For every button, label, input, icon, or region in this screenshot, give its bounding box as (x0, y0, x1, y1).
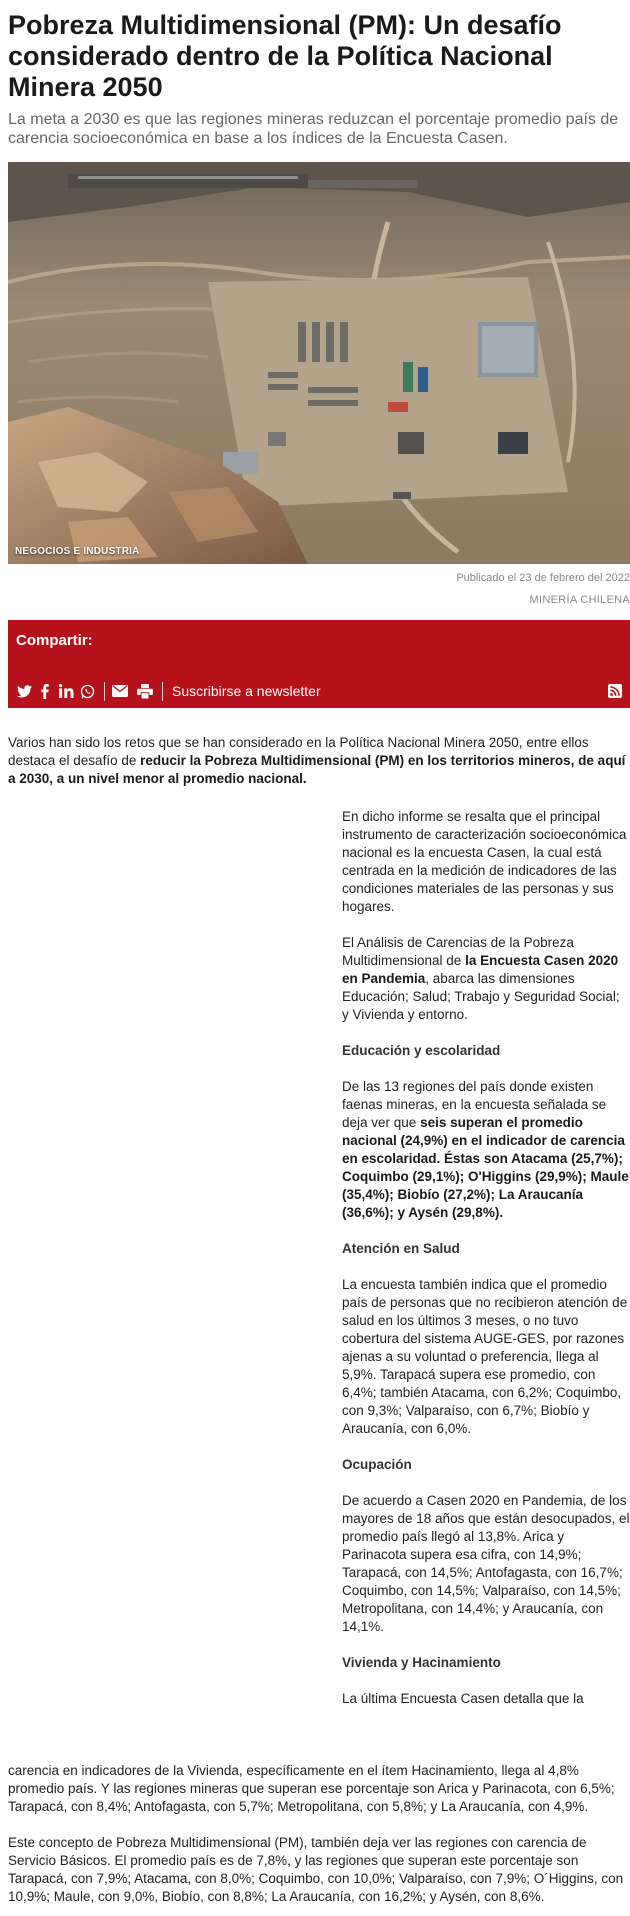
paragraph-ocupacion: De acuerdo a Casen 2020 en Pandemia, de los mayores de 18 años que están desocupados, el promedio país llegó al 13,8%. Arica y Parinacota supera esa cifra, con 14,9%; Tarapacá, con 14,5%; Antofagasta, con 16,7%; Coquimbo, con 14,5%; Valparaíso, con 14,5%; Metropolitana, con 14,4%; y Araucanía, con 14,1%. (342, 1493, 630, 1634)
email-icon[interactable] (112, 683, 128, 699)
image-category-tag: NEGOCIOS E INDUSTRIA (15, 546, 140, 557)
paragraph-informe: En dicho informe se resalta que el principal instrumento de caracterización socioeconómica nacional es la encuesta Casen, la cual está centrada en la medición de indicadores de las condiciones materiales de las personas y sus hogares. (342, 809, 627, 914)
rss-icon[interactable] (608, 684, 622, 698)
intro-highlight: reducir la Pobreza Multidimensional (PM) en los territorios mineros, de aquí a 2030, a un nivel menor al promedio nacional. (8, 753, 626, 786)
paragraph-vivienda-line1: La última Encuesta Casen detalla que la (342, 1691, 584, 1706)
share-actions (16, 681, 321, 701)
whatsapp-icon[interactable] (79, 683, 95, 699)
paragraph-servicios-basicos: Este concepto de Pobreza Multidimensional (PM), también deja ver las regiones con carencia de Servicio Básicos. El promedio país es de 7,8%, y las regiones que superan este porcentaje son Tarapacá, con 7,9%; Atacama, con 8,0%; Coquimbo, con 10,0%; Valparaíso, con 7,9%; O´Higgins, con 10,9%; Maule, con 9,0%, Biobío, con 8,8%; La Araucanía, con 16,2%; y Aysén, con 8,6%. (8, 1835, 624, 1904)
paragraph-vivienda: carencia en indicadores de la Vivienda, específicamente en el ítem Hacinamiento, llega al 4,8% promedio país. Y las regiones mineras que superan ese porcentaje son Arica y Parinacota, con 6,5%; Tarapacá, con 8,4%; Antofagasta, con 5,7%; Metropolitana, con 5,8%; y La Araucanía, con 4,9%. (8, 1763, 615, 1814)
article (8, 0, 630, 1904)
article-column (342, 808, 630, 1708)
educacion-highlight: seis superan el promedio nacional (24,9%) en el indicador de carencia en escolaridad. Éstas son Atacama (25,7%); Coquimbo (29,1%); O'Higgins (29,9%); Maule (35,4%); Biobío (27,2%); La Araucanía (36,6%); y Aysén (29,8%). (342, 1115, 629, 1220)
heading-vivienda: Vivienda y Hacinamiento (342, 1655, 501, 1670)
print-icon[interactable] (137, 683, 153, 699)
paragraph-salud: La encuesta también indica que el promedio país de personas que no recibieron atención de salud en los últimos 3 meses, o no tuvo cobertura del sistema AUGE-GES, por razones ajenas a su voluntad o preferencia, llega al 5,9%. Tarapacá supera ese promedio, con 6,4%; también Atacama, con 6,2%; Coquimbo, con 9,3%; Valparaíso, con 6,7%; Biobío y Araucanía, con 6,0%. (342, 1277, 628, 1436)
share-bar (8, 620, 630, 708)
intro-text: Varios han sido los retos que se han considerado en la Política Nacional Minera 2050, entre ellos destaca el desafío de (8, 735, 589, 768)
share-divider (162, 682, 163, 701)
analisis-text-end: , abarca las dimensiones Educación; Salud; Trabajo y Seguridad Social; y Vivienda y entorno. (342, 971, 620, 1022)
heading-educacion: Educación y escolaridad (342, 1043, 501, 1058)
paragraph-educacion (342, 1078, 630, 1222)
heading-ocupacion: Ocupación (342, 1457, 412, 1472)
twitter-icon[interactable] (16, 683, 32, 699)
share-title: Compartir: (16, 632, 93, 649)
hero-image (8, 162, 630, 564)
paragraph-analisis (342, 934, 630, 1024)
mine-aerial-illustration (8, 162, 630, 564)
analisis-highlight: la Encuesta Casen 2020 en Pandemia (342, 953, 619, 986)
article-subtitle: La meta a 2030 es que las regiones mineras reduzcan el porcentaje promedio país de carencia socioeconómica en base a los índices de la Encuesta Casen. (8, 111, 619, 147)
publish-date: Publicado el 23 de febrero del 2022 (456, 572, 630, 584)
facebook-icon[interactable] (37, 683, 53, 699)
educacion-text: De las 13 regiones del país donde existen faenas mineras, en la encuesta señalada se deja ver que (342, 1079, 607, 1130)
intro-paragraph (8, 734, 628, 788)
newsletter-link[interactable]: Suscribirse a newsletter (172, 683, 321, 699)
article-source: MINERÍA CHILENA (529, 594, 630, 606)
share-divider (104, 682, 105, 701)
analisis-text: El Análisis de Carencias de la Pobreza Multidimensional de (342, 935, 574, 968)
heading-salud: Atención en Salud (342, 1241, 460, 1256)
article-title: Pobreza Multidimensional (PM): Un desafío considerado dentro de la Política Nacional Minera 2050 (8, 10, 562, 102)
linkedin-icon[interactable] (58, 683, 74, 699)
